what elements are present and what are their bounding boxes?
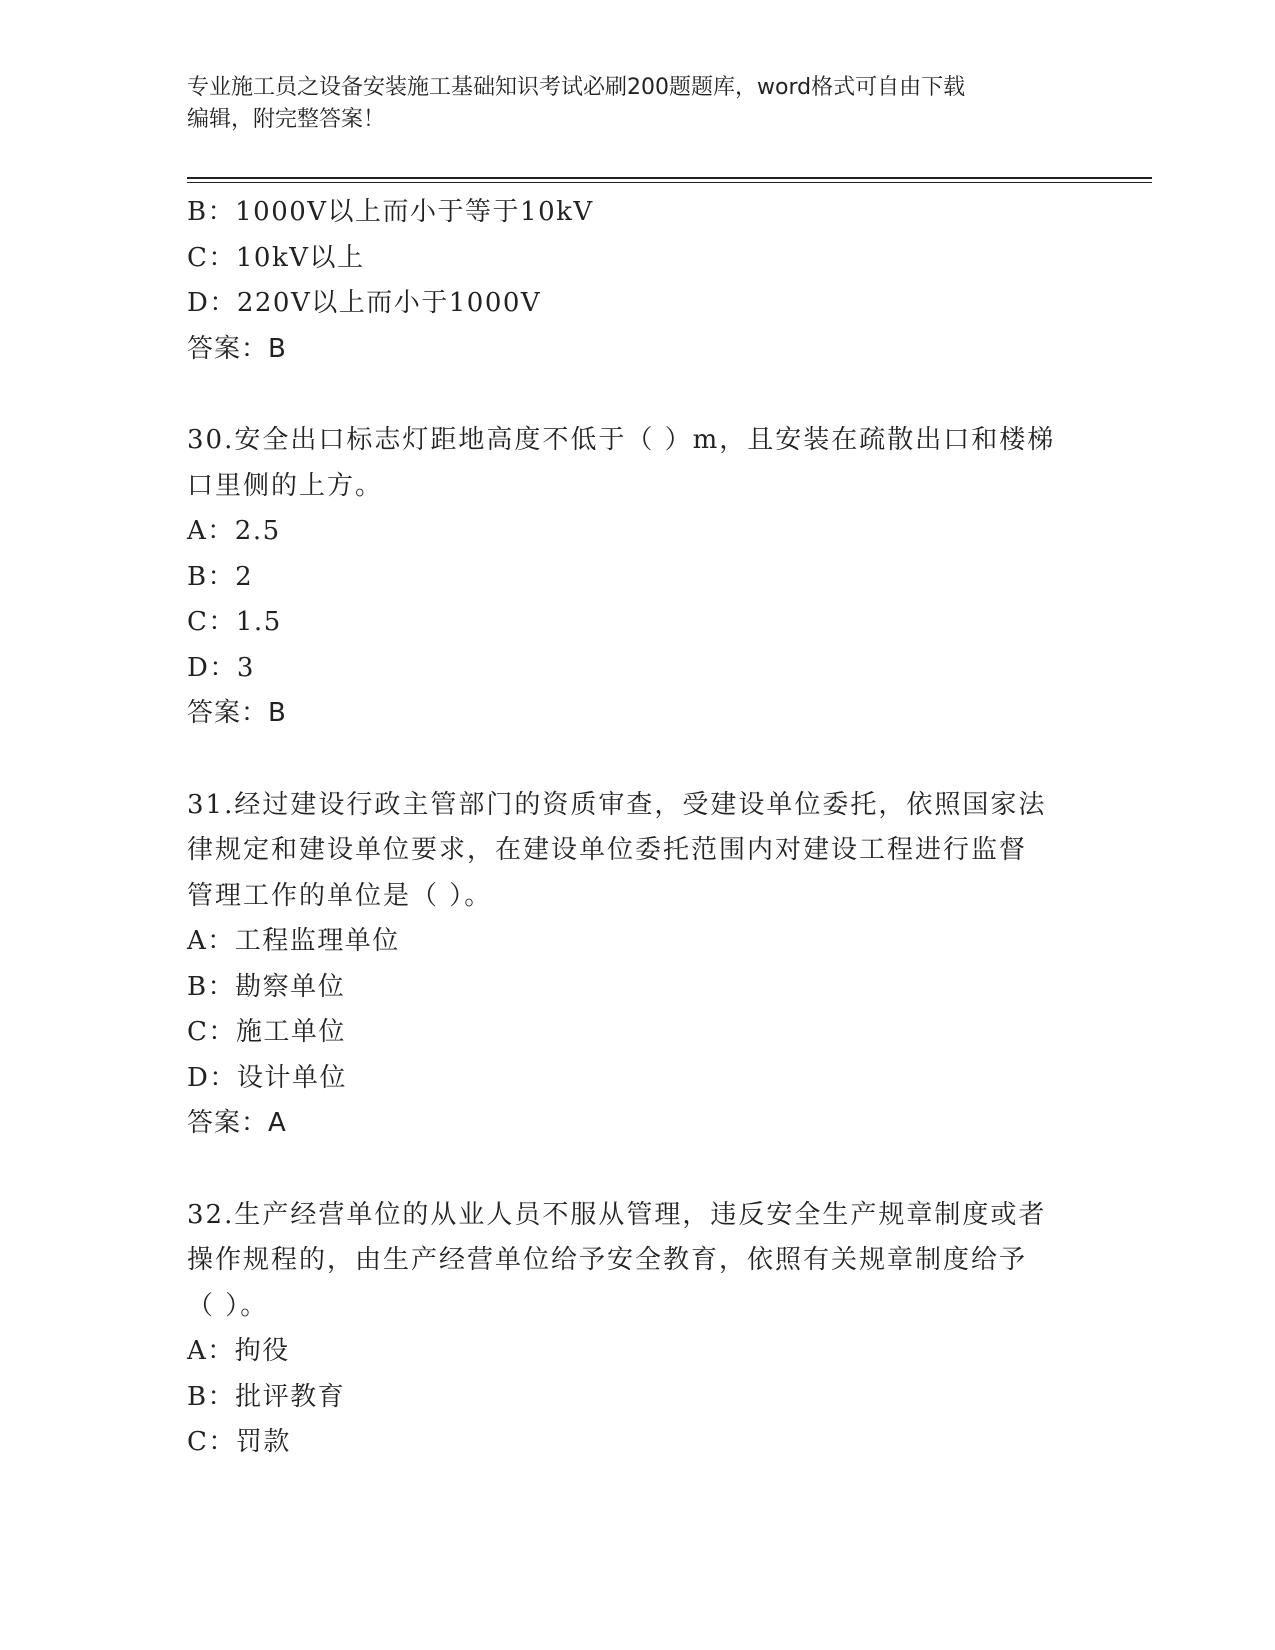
- question-31: [187, 783, 1087, 1147]
- question-stem-line: 30.安全出口标志灯距地高度不低于（ ）m，且安装在疏散出口和楼梯: [187, 425, 1056, 455]
- option-c: C：施工单位: [187, 1017, 346, 1047]
- option-c: C：10kV以上: [187, 242, 365, 273]
- header-divider-thick: [187, 177, 1152, 179]
- question-30: [187, 418, 1087, 737]
- option-a: A：工程监理单位: [187, 926, 400, 956]
- question-32: [187, 1193, 1087, 1466]
- document-body: [187, 190, 1087, 1466]
- option-c: C：罚款: [187, 1427, 291, 1457]
- document-header: [187, 72, 1087, 136]
- option-c: C：1.5: [187, 607, 282, 637]
- option-a: A：2.5: [187, 516, 281, 546]
- question-stem-line: 管理工作的单位是（ ）。: [187, 880, 493, 911]
- option-b: B：勘察单位: [187, 971, 346, 1002]
- header-title-line-2: 编辑，附完整答案！: [187, 107, 386, 132]
- option-b: B：批评教育: [187, 1381, 346, 1412]
- option-d: D：设计单位: [187, 1062, 347, 1093]
- question-stem-line: （ ）。: [187, 1290, 269, 1321]
- option-d: D：220V以上而小于1000V: [187, 288, 542, 318]
- prev-question-block: [187, 190, 1087, 372]
- option-b: B：1000V以上而小于等于10kV: [187, 197, 594, 227]
- question-stem-line: 32.生产经营单位的从业人员不服从管理，违反安全生产规章制度或者: [187, 1199, 1047, 1230]
- answer-line: 答案：A: [187, 1108, 287, 1138]
- option-d: D：3: [187, 652, 255, 683]
- answer-line: 答案：B: [187, 698, 287, 728]
- question-stem-line: 律规定和建设单位要求，在建设单位委托范围内对建设工程进行监督: [187, 835, 1028, 865]
- header-divider-thin: [187, 182, 1152, 183]
- option-b: B：2: [187, 561, 254, 592]
- option-a: A：拘役: [187, 1336, 290, 1366]
- question-stem-line: 口里侧的上方。: [187, 470, 384, 501]
- question-stem-line: 操作规程的，由生产经营单位给予安全教育，依照有关规章制度给予: [187, 1245, 1028, 1275]
- answer-line: 答案：B: [187, 333, 287, 364]
- question-stem-line: 31.经过建设行政主管部门的资质审查，受建设单位委托，依照国家法: [187, 789, 1047, 820]
- header-title-line-1: 专业施工员之设备安装施工基础知识考试必刷200题题库，word格式可自由下载: [187, 75, 966, 100]
